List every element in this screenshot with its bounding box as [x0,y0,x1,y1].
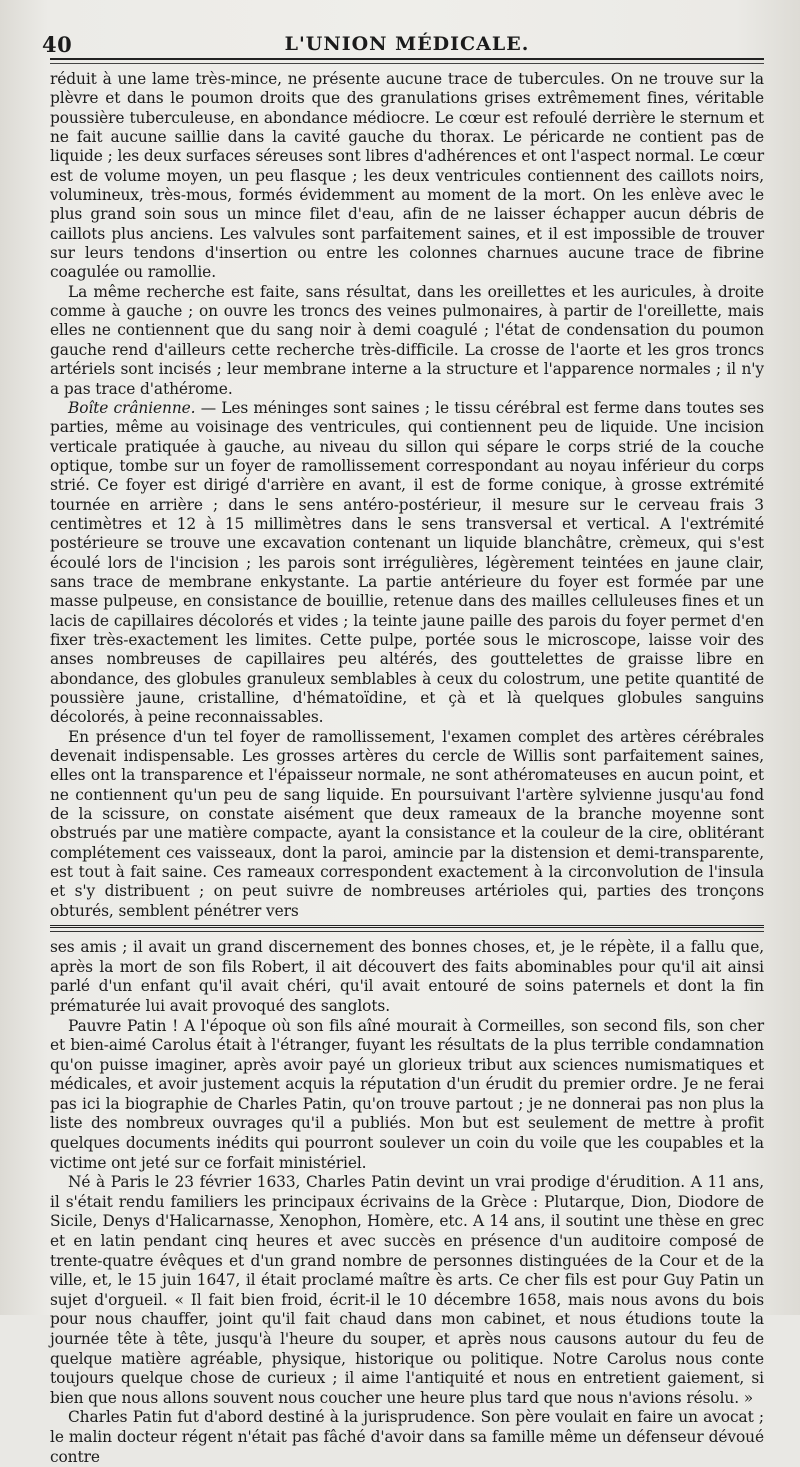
article-paragraph-1: réduit à une lame très-mince, ne présente aucune trace de tubercules. On ne trouve sur la plèvre et dans le poumon droits que des granulations grises extrêmement fines, véritable poussière tuberculeuse, en abondance médiocre. Le cœur est refoulé derrière le sternum et ne fait aucune saillie dans la cavité gauche du thorax. Le péricarde ne contient pas de liquide ; les deux surfaces séreuses sont libres d'adhérences et ont l'aspect normal. Le cœur est de volume moyen, un peu flasque ; les deux ventricules contiennent des caillots noirs, volumineux, très-mous, formés évidemment au moment de la mort. On les enlève avec le plus grand soin sous un mince filet d'eau, afin de ne laisser échapper aucun débris de caillots plus anciens. Les valvules sont parfaitement saines, et il est impossible de trouver sur leurs tendons d'insertion ou entre les colonnes charnues aucune trace de fibrine coagulée ou ramollie. [50,70,764,282]
feuilleton-paragraph-3: Né à Paris le 23 février 1633, Charles Patin devint un vrai prodige d'érudition. A 11 ans, il s'était rendu familiers les principaux écrivains de la Grèce : Plutarque, Dion, Diodore de Sicile, Denys d'Halicarnasse, Xenophon, Homère, etc. A 14 ans, il soutint une thèse en grec et en latin pendant cinq heures et avec succès en présence d'un auditoire composé de trente-quatre évêques et d'un grand nombre de personnes distinguées de la Cour et de la ville, et, le 15 juin 1647, il était proclamé maître ès arts. Ce cher fils est pour Guy Patin un sujet d'orgueil. « Il fait bien froid, écrit-il le 10 décembre 1658, mais nous avons du bois pour nous chauffer, joint qu'il fait chaud dans mon cabinet, et nous étudions toute la journée tête à tête, jusqu'à l'heure du souper, et après nous causons autour du feu de quelque matière agréable, physique, historique ou politique. Notre Carolus nous conte toujours quelque chose de curieux ; il aime l'antiquité et nous en entretient gaiement, si bien que nous allons souvent nous coucher une heure plus tard que nous n'avions résolu. » [50,1173,764,1407]
article-paragraph-boite [50,399,764,728]
feuilleton-paragraph-2: Pauvre Patin ! A l'époque où son fils aîné mourait à Cormeilles, son second fils, son cher et bien-aimé Carolus était à l'étranger, fuyant les résultats de la plus terrible condamnation qu'on puisse imaginer, après avoir payé un glorieux tribut aux sciences numismatiques et médicales, et avoir justement acquis la réputation d'un érudit du premier ordre. Je ne ferai pas ici la biographie de Charles Patin, qu'on trouve partout ; je ne donnerai pas non plus la liste des nombreux ouvrages qu'il a publiés. Mon but est seulement de mettre à profit quelques documents inédits qui pourront soulever un coin du voile que les coupables et la victime ont jeté sur ce forfait ministériel. [50,1016,764,1172]
main-article [50,70,764,921]
journal-title: L'UNION MÉDICALE. [284,33,530,55]
feuilleton-paragraph-4: Charles Patin fut d'abord destiné à la jurisprudence. Son père voulait en faire un avocat ; le malin docteur régent n'était pas fâché d'avoir dans sa famille même un défenseur dévoué contre [50,1408,764,1466]
page-number: 40 [42,32,73,57]
article-paragraph-2: La même recherche est faite, sans résultat, dans les oreillettes et les auricules, à droite comme à gauche ; on ouvre les troncs des veines pulmonaires, à partir de l'oreillette, mais elles ne contiennent que du sang noir à demi coagulé ; l'état de condensation du poumon gauche rend d'ailleurs cette recherche très-difficile. La crosse de l'aorte et les gros troncs artériels sont incisés ; leur membrane interne a la structure et l'apparence normales ; il n'y a pas trace d'athérome. [50,282,764,398]
feuilleton-divider-thin [50,931,764,932]
header-rule [50,63,764,64]
page-header [42,30,764,60]
feuilleton-section [50,938,764,1467]
boite-cranienne-text: — Les méninges sont saines ; le tissu cérébral est ferme dans toutes ses parties, même au voisinage des ventricules, qui contiennent peu de liquide. Une incision verticale pratiquée à gauche, au niveau du sillon qui sépare le corps strié de la couche optique, tombe sur un foyer de ramollissement correspondant au noyau inférieur du corps strié. Ce foyer est dirigé d'arrière en avant, il est de forme conique, à grosse extrémité tournée en arrière ; dans le sens antéro-postérieur, il mesure sur le cerveau frais 3 centimètres et 12 à 15 millimètres dans le sens transversal et vertical. A l'extrémité postérieure se trouve une excavation contenant un liquide blanchâtre, crèmeux, qui s'est écoulé lors de l'incision ; les parois sont irrégulières, légèrement teintées en jaune clair, sans trace de membrane enkystante. La partie antérieure du foyer est formée par une masse pulpeuse, en consistance de bouillie, retenue dans des mailles celluleuses fines et un lacis de capillaires décolorés et vides ; la teinte jaune paille des parois du foyer permet d'en fixer très-exactement les limites. Cette pulpe, portée sous le microscope, laisse voir des anses nombreuses de capillaires peu altérés, des gouttelettes de graisse libre en abondance, des globules granuleux semblables à ceux du colostrum, une petite quantité de poussière jaune, cristalline, d'hématoïdine, et çà et là quelques globules sanguins décolorés, à peine reconnaissables. [50,398,764,727]
article-paragraph-last: En présence d'un tel foyer de ramollissement, l'examen complet des artères cérébrales devenait indispensable. Les grosses artères du cercle de Willis sont parfaitement saines, elles ont la transparence et l'épaisseur normale, ne sont athéromateuses en aucun point, et ne contiennent qu'un peu de sang liquide. En poursuivant l'artère sylvienne jusqu'au fond de la scissure, on constate aisément que deux rameaux de la branche moyenne sont obstrués par une matière compacte, ayant la consistance et la couleur de la cire, oblitérant complétement ces vaisseaux, dont la paroi, amincie par la distension et demi-transparente, est tout à fait saine. Ces rameaux correspondent exactement à la circonvolution de l'insula et s'y distribuent ; on peut suivre de nombreuses artérioles qui, parties des tronçons obturés, semblent pénétrer vers [50,727,764,920]
section-label-boite-cranienne: Boîte crânienne. [68,398,196,417]
feuilleton-divider [50,925,764,929]
feuilleton-paragraph-1: ses amis ; il avait un grand discernement des bonnes choses, et, je le répète, il a fallu que, après la mort de son fils Robert, il ait découvert des faits abominables pour qu'il ait ainsi parlé d'un enfant qu'il avait chéri, qu'il avait entouré de soins paternels et dont la fin prématurée lui avait provoqué des sanglots. [50,938,764,1015]
